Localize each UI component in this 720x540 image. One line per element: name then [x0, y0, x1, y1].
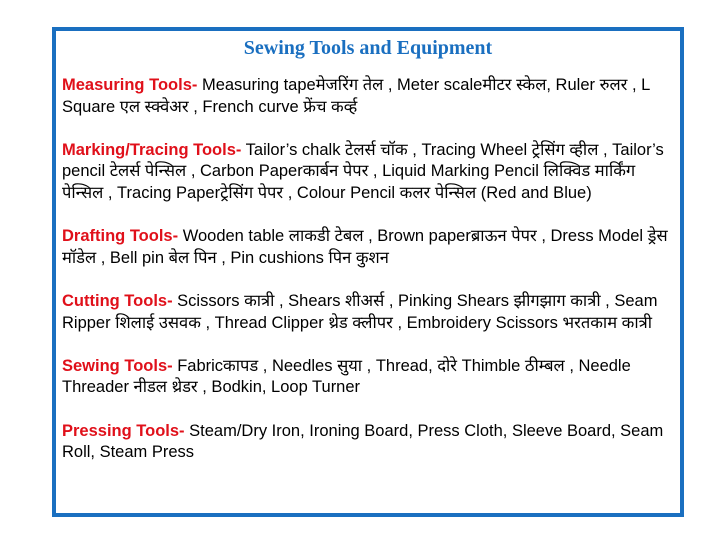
section-text: Wooden table लाकडी टेबल , Brown paperब्राऊन पेपर , Dress Model ड्रेस मॉडेल , Bell pin बेल पिन , Pin cushions पिन कुशन [62, 227, 668, 267]
section-heading: Marking/Tracing Tools- [62, 140, 242, 159]
section-text: Measuring tapeमेजरिंग तेल , Meter scaleमीटर स्केल, Ruler रुलर , L Square एल स्क्वेअर , French curve फ्रेंच कर्व्ह [62, 76, 650, 116]
section-text: Scissors कात्री , Shears शीअर्स , Pinking Shears झीगझाग कात्री , Seam Ripper शिलाई उसवक , Thread Clipper थ्रेड क्लीपर , Embroidery Scissors भरतकाम कात्री [62, 291, 658, 332]
section-heading: Drafting Tools- [62, 227, 179, 246]
slide-content [62, 75, 676, 485]
section-drafting-tools [62, 226, 676, 269]
section-measuring-tools [62, 75, 676, 118]
section-text: Steam/Dry Iron, Ironing Board, Press Cloth, Sleeve Board, Seam Roll, Steam Press [62, 421, 664, 462]
slide-title: Sewing Tools and Equipment [243, 37, 493, 59]
section-pressing-tools [62, 421, 676, 464]
section-heading: Sewing Tools- [62, 356, 173, 375]
section-sewing-tools [62, 356, 676, 399]
section-cutting-tools [62, 291, 676, 334]
section-heading: Pressing Tools- [62, 421, 185, 440]
section-marking-tracing-tools [62, 140, 676, 205]
section-text: Fabricकापड , Needles सुया , Thread, दोरे Thimble ठीम्बल , Needle Threader नीडल थ्रेडर , Bodkin, Loop Turner [62, 356, 631, 397]
section-heading: Cutting Tools- [62, 291, 173, 310]
slide-frame [52, 27, 684, 517]
section-heading: Measuring Tools- [62, 76, 198, 94]
section-text: Tailor’s chalk टेलर्स चॉक , Tracing Wheel ट्रेसिंग व्हील , Tailor’s pencil टेलर्स पेन्सिल , Carbon Paperकार्बन पेपर , Liquid Marking Pencil लिक्विड मार्किंग पेन्सिल , Tracing Paperट्रेसिंग पेपर , Colour Pencil कलर पेन्सिल (Red and Blue) [62, 140, 664, 202]
